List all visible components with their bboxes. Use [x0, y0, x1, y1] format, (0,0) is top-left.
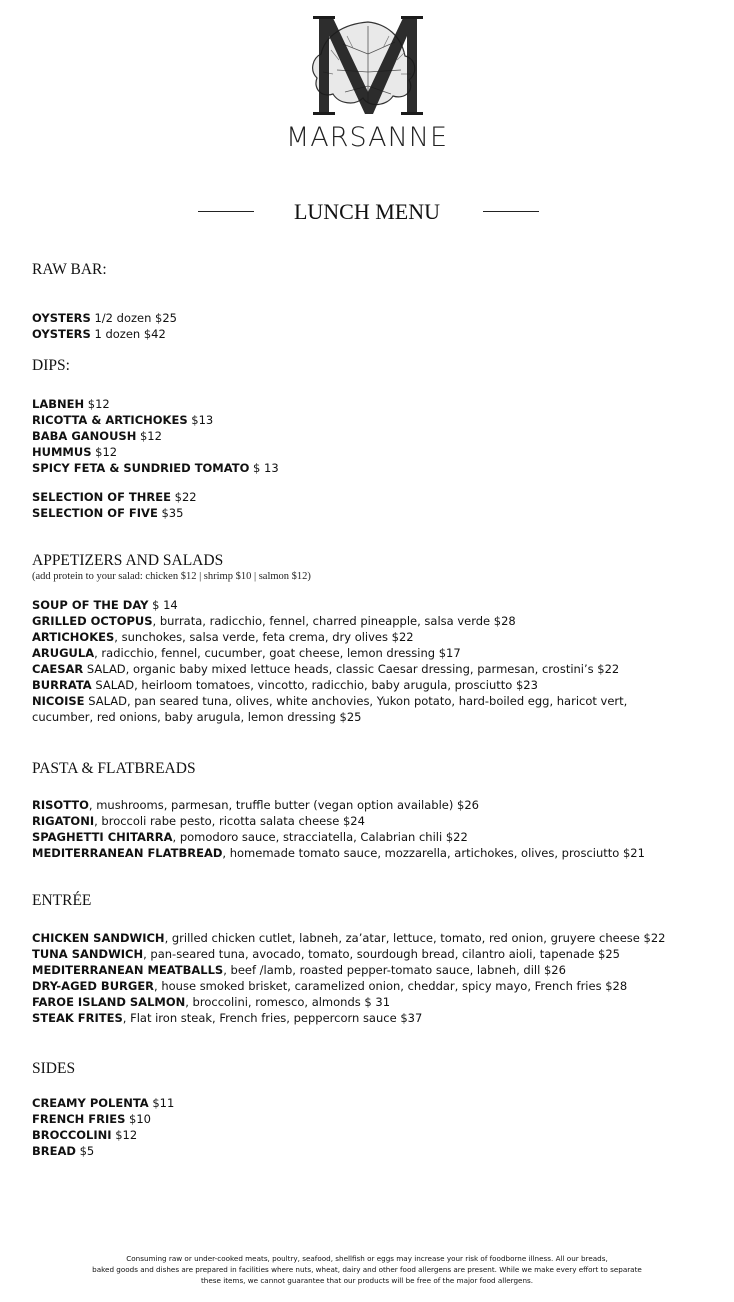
menu-item: SELECTION OF FIVE $35: [32, 506, 184, 520]
menu-item: SOUP OF THE DAY $ 14: [32, 598, 178, 612]
menu-item: CHICKEN SANDWICH, grilled chicken cutlet, labneh, za’atar, lettuce, tomato, red onion, gruyere cheese $22: [32, 931, 666, 945]
menu-item: ARUGULA, radicchio, fennel, cucumber, goat cheese, lemon dressing $17: [32, 646, 461, 660]
menu-item: RIGATONI, broccoli rabe pesto, ricotta salata cheese $24: [32, 814, 365, 828]
section-title-sides: SIDES: [32, 1060, 76, 1077]
pasta-list: [32, 797, 645, 861]
menu-item: OYSTERS 1 dozen $42: [32, 327, 166, 341]
menu-item: HUMMUS $12: [32, 445, 118, 459]
section-title-pasta: PASTA & FLATBREADS: [32, 760, 196, 777]
menu-item: STEAK FRITES, Flat iron steak, French fries, peppercorn sauce $37: [32, 1011, 423, 1025]
menu-item: RICOTTA & ARTICHOKES $13: [32, 413, 214, 427]
sides-list: [32, 1095, 632, 1159]
appetizers-list: [32, 597, 632, 725]
menu-item: FAROE ISLAND SALMON, broccolini, romesco, almonds $ 31: [32, 995, 391, 1009]
menu-item: LABNEH $12: [32, 397, 110, 411]
menu-item: BABA GANOUSH $12: [32, 429, 162, 443]
menu-item: BURRATA SALAD, heirloom tomatoes, vincotto, radicchio, baby arugula, prosciutto $23: [32, 678, 538, 692]
allergen-disclaimer: [0, 1253, 734, 1286]
menu-title: LUNCH MENU: [293, 199, 441, 224]
disclaimer-line: Consuming raw or under-cooked meats, poultry, seafood, shellfish or eggs may increase your risk of foodborne illness. All our breads,: [126, 1254, 608, 1263]
menu-item: TUNA SANDWICH, pan-seared tuna, avocado, tomato, sourdough bread, cilantro aioli, tapenade $25: [32, 947, 620, 961]
section-title-appetizers: APPETIZERS AND SALADS: [32, 552, 224, 569]
menu-item: SELECTION OF THREE $22: [32, 490, 197, 504]
section-title-raw-bar: RAW BAR:: [32, 261, 107, 278]
section-title-dips: DIPS:: [32, 357, 70, 374]
menu-item: ARTICHOKES, sunchokes, salsa verde, feta crema, dry olives $22: [32, 630, 414, 644]
raw-bar-list: [32, 310, 632, 342]
menu-item: BREAD $5: [32, 1144, 95, 1158]
menu-item: GRILLED OCTOPUS, burrata, radicchio, fennel, charred pineapple, salsa verde $28: [32, 614, 516, 628]
menu-item: RISOTTO, mushrooms, parmesan, truffle butter (vegan option available) $26: [32, 798, 479, 812]
menu-item: SPICY FETA & SUNDRIED TOMATO $ 13: [32, 461, 279, 475]
dips-list: [32, 396, 632, 521]
section-title-entree: ENTRÉE: [32, 892, 92, 909]
menu-item: DRY-AGED BURGER, house smoked brisket, caramelized onion, cheddar, spicy mayo, French fries $28: [32, 979, 628, 993]
menu-item: BROCCOLINI $12: [32, 1128, 138, 1142]
menu-item: FRENCH FRIES $10: [32, 1112, 151, 1126]
menu-item: MEDITERRANEAN FLATBREAD, homemade tomato sauce, mozzarella, artichokes, olives, prosciutto $21: [32, 846, 645, 860]
menu-title-row: [0, 199, 734, 229]
menu-item: SPAGHETTI CHITARRA, pomodoro sauce, stracciatella, Calabrian chili $22: [32, 830, 468, 844]
menu-item: CAESAR SALAD, organic baby mixed lettuce heads, classic Caesar dressing, parmesan, crostini’s $22: [32, 662, 620, 676]
disclaimer-line: baked goods and dishes are prepared in facilities where nuts, wheat, dairy and other food allergens are present. While we make every effort to separate: [92, 1265, 642, 1274]
disclaimer-line: these items, we cannot guarantee that our products will be free of the major food allergens.: [200, 1276, 534, 1285]
menu-item: OYSTERS 1/2 dozen $25: [32, 311, 177, 325]
menu-item: NICOISE SALAD, pan seared tuna, olives, white anchovies, Yukon potato, hard-boiled egg, haricot vert, cucumber, red onions, baby arugula, lemon dressing $25: [32, 694, 628, 724]
protein-note: (add protein to your salad: chicken $12 | shrimp $10 | salmon $12): [32, 571, 311, 582]
menu-item: CREAMY POLENTA $11: [32, 1096, 175, 1110]
title-rule-right: [483, 211, 539, 212]
brand-name: MARSANNE: [285, 122, 449, 153]
entree-list: [32, 930, 666, 1026]
menu-item: MEDITERRANEAN MEATBALLS, beef /lamb, roasted pepper-tomato sauce, labneh, dill $26: [32, 963, 566, 977]
